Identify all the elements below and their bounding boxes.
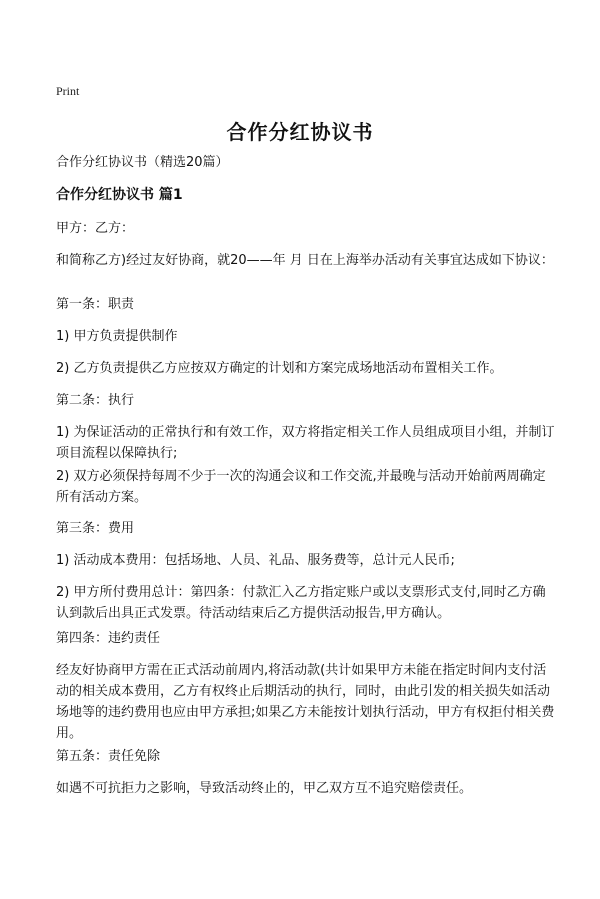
clause-4-body: 经友好协商甲方需在正式活动前周内,将活动款(共计如果甲方未能在指定时间内支付活动的相关成本费用，乙方有权终止后期活动的执行，同时，由此引发的相关损失如活动场地等的违约费用也应由甲方承担;如果乙方未能按计划执行活动，甲方有权拒付相关费用。: [56, 663, 555, 741]
clause-2-heading: 第二条：执行: [56, 393, 135, 408]
clause-3-item-2: 2) 甲方所付费用总计：第四条：付款汇入乙方指定账户或以支票形式支付,同时乙方确认到款后出具正式发票。待活动结束后乙方提供活动报告,甲方确认。: [56, 585, 546, 621]
clause-1-item-1: 1) 甲方负责提供制作: [56, 329, 178, 344]
article-heading: 合作分红协议书 篇1: [56, 187, 183, 203]
clause-3-item-1: 1) 活动成本费用：包括场地、人员、礼品、服务费等，总计元人民币;: [56, 553, 455, 568]
clause-4-heading: 第四条：违约责任: [56, 631, 161, 646]
clause-1-heading: 第一条：职责: [56, 297, 135, 312]
document-subtitle: 合作分红协议书（精选20篇）: [56, 155, 229, 170]
document-title: 合作分红协议书: [226, 120, 374, 144]
paragraph-intro: 和简称乙方)经过友好协商，就20——年 月 日在上海举办活动有关事宜达成如下协议：: [56, 253, 554, 268]
clause-1-item-2: 2) 乙方负责提供乙方应按双方确定的计划和方案完成场地活动布置相关工作。: [56, 361, 503, 376]
print-label: Print: [56, 84, 80, 98]
clause-2-item-2: 2) 双方必须保持每周不少于一次的沟通会议和工作交流,并最晚与活动开始前两周确定所有活动方案。: [56, 469, 546, 505]
clause-5-heading: 第五条：责任免除: [56, 749, 161, 764]
clause-3-heading: 第三条：费用: [56, 521, 135, 536]
clause-5-body: 如遇不可抗拒力之影响，导致活动终止的，甲乙双方互不追究赔偿责任。: [56, 781, 473, 796]
paragraph-parties: 甲方：乙方：: [56, 221, 135, 236]
clause-2-item-1: 1) 为保证活动的正常执行和有效工作，双方将指定相关工作人员组成项目小组，并制订项目流程以保障执行;: [56, 425, 555, 461]
